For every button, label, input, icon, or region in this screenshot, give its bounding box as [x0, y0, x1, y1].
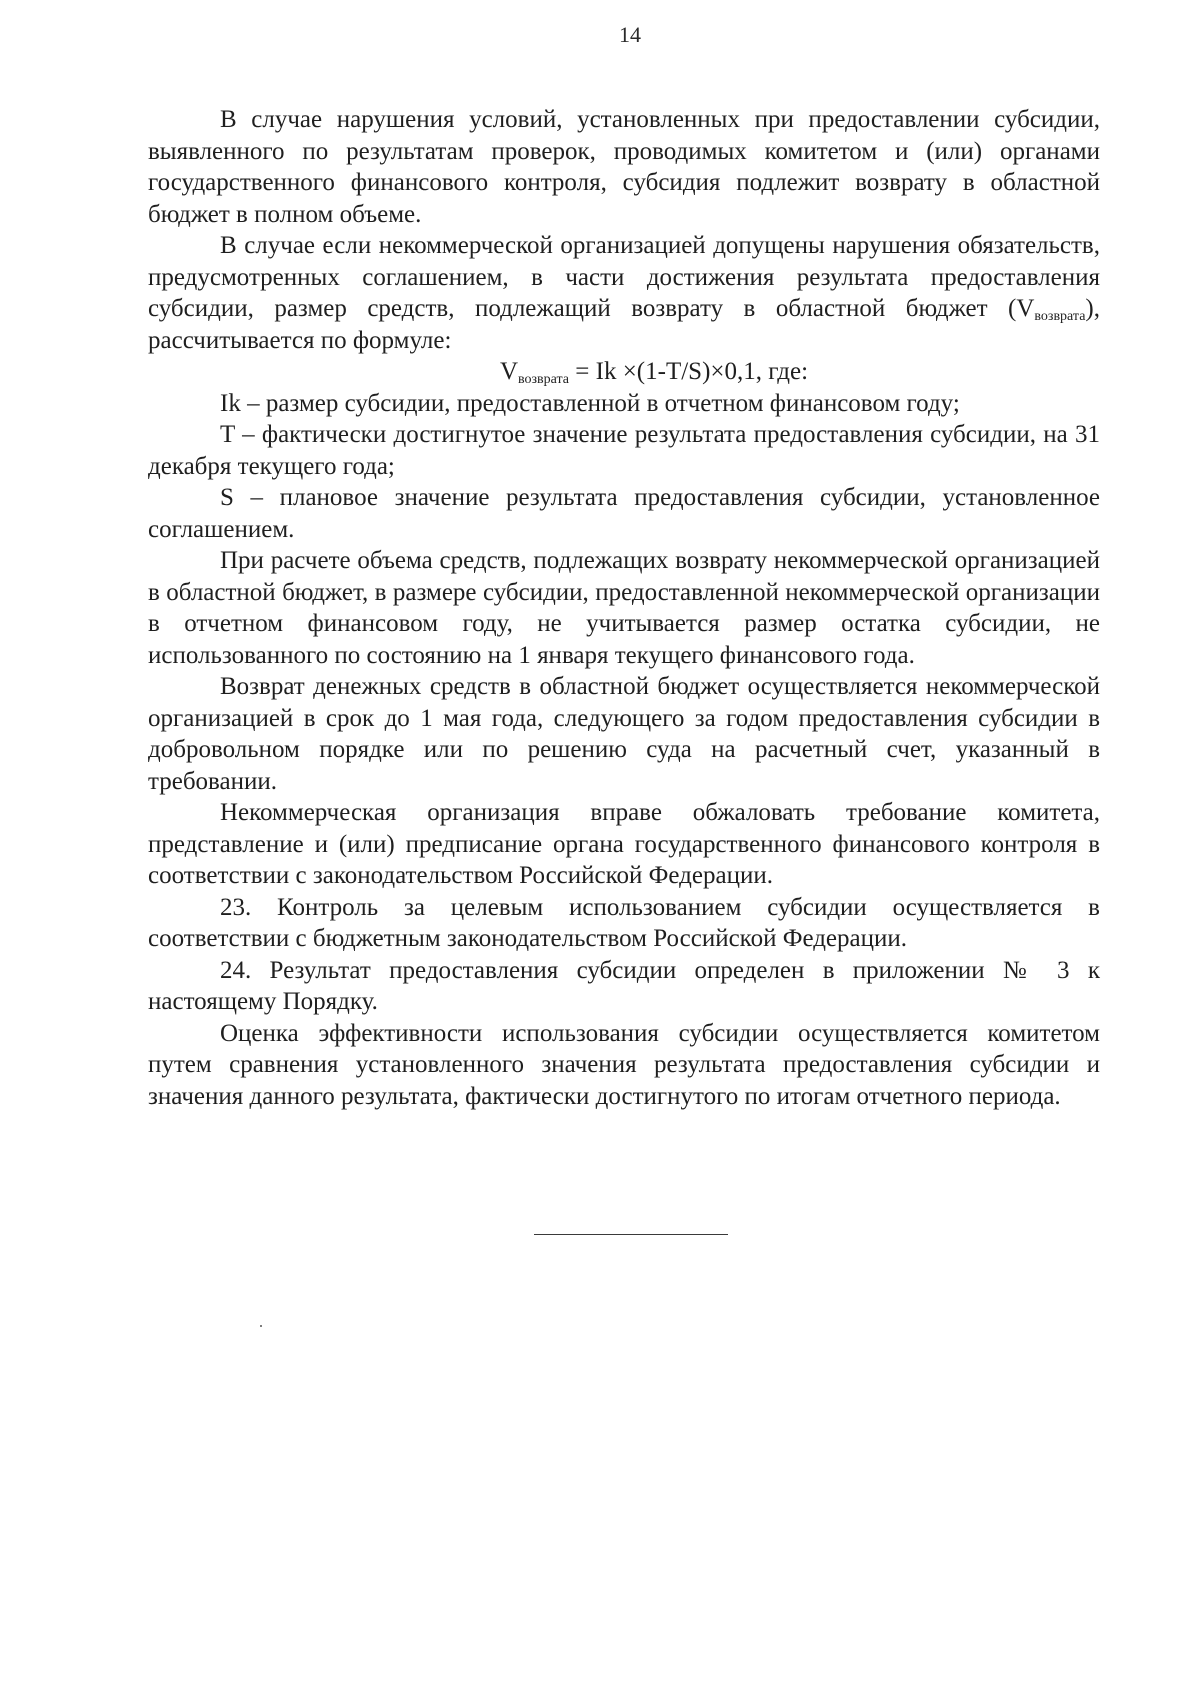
paragraph-return-deadline: Возврат денежных средств в областной бюджет осуществляется некоммерческой организацией в срок до 1 мая года, следующего за годом предоставления субсидии в добровольном порядке или по решению суда на расчетный счет, указанный в требовании. [148, 673, 1100, 795]
formula-rhs: = Ik ×(1-T/S)×0,1, где: [569, 358, 809, 385]
paragraph-efficiency: Оценка эффективности использования субсидии осуществляется комитетом путем сравнения установленного значения результата предоставления субсидии и значения данного результата, фактически достигнутого по итогам отчетного периода. [148, 1019, 1100, 1110]
formula-lhs: V [499, 358, 519, 385]
formula-lhs-subscript: возврата [518, 372, 570, 387]
closing-rule [534, 1234, 728, 1235]
definition-s: S – плановое значение результата предоставления субсидии, установленное соглашением. [148, 484, 1100, 543]
return-amount-text: В случае если некоммерческой организацией допущены нарушения обязательств, предусмотренных соглашением, в части достижения результата предоставления субсидии, размер средств, подлежащий возврату в областной бюджет (V [148, 232, 1100, 322]
paragraph-residual: При расчете объема средств, подлежащих возврату некоммерческой организацией в областной бюджет, в размере субсидии, предоставленной некоммерческой организации в отчетном финансовом году, не учитывается размер остатка субсидии, не использованного по состоянию на 1 января текущего финансового года. [148, 547, 1100, 669]
return-amount-subscript: возврата [1034, 309, 1086, 324]
paragraph-23-control: 23. Контроль за целевым использованием субсидии осуществляется в соответствии с бюджетным законодательством Российской Федерации. [148, 893, 1100, 952]
return-formula [148, 356, 1100, 388]
definition-ik: Ik – размер субсидии, предоставленной в отчетном финансовом году; [220, 389, 960, 417]
paragraph-appeal: Некоммерческая организация вправе обжаловать требование комитета, представление и (или) предписание органа государственного финансового контроля в соответствии с законодательством Российской Федерации. [148, 799, 1100, 889]
paragraph-return-amount [148, 230, 1100, 356]
paragraph-24-result: 24. Результат предоставления субсидии определен в приложении № 3 к настоящему Порядку. [148, 956, 1100, 1015]
page-number: 14 [619, 22, 641, 47]
document-body [148, 104, 1100, 1112]
return-amount-text-end: ), рассчитывается по формуле: [148, 295, 1100, 354]
paragraph-violation-return: В случае нарушения условий, установленных при предоставлении субсидии, выявленного по результатам проверок, проводимых комитетом и (или) органами государственного финансового контроля, субсидия подлежит возврату в областной бюджет в полном объеме. [148, 106, 1100, 228]
scan-artifact-dot [260, 1325, 262, 1327]
definition-t: T – фактически достигнутое значение результата предоставления субсидии, на 31 декабря текущего года; [148, 421, 1100, 480]
